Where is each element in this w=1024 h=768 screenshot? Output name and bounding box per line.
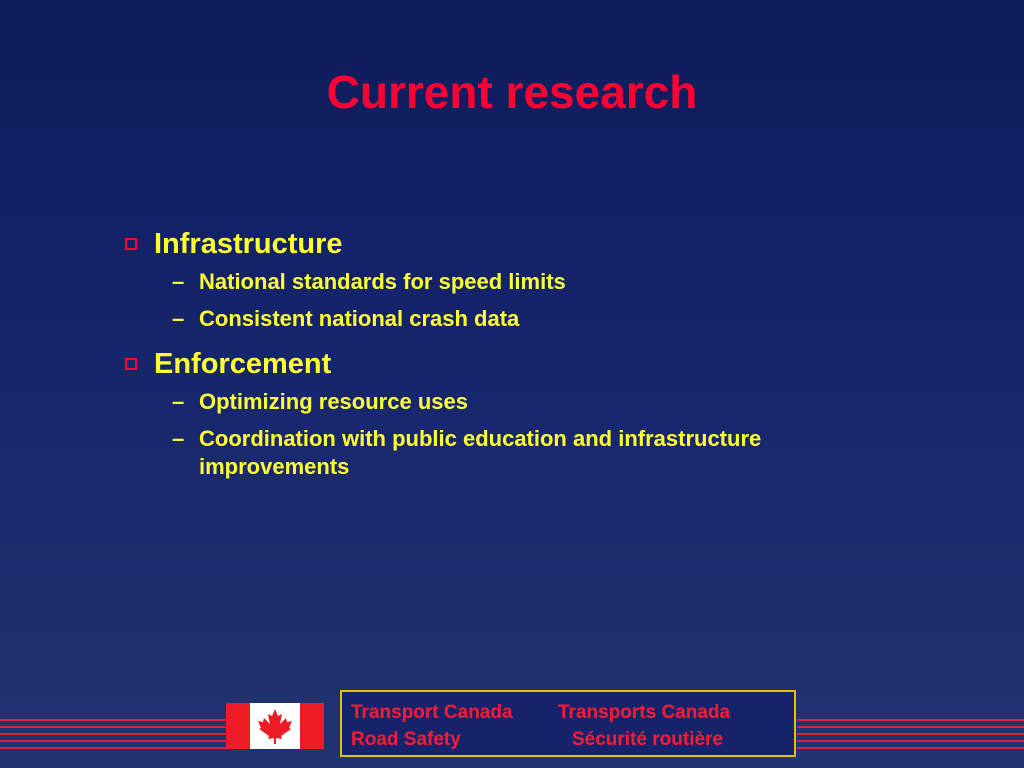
slide-title: Current research [326, 66, 698, 118]
sub-bullet-text: Optimizing resource uses [199, 389, 468, 414]
footer-french-line2: Sécurité routière [572, 729, 723, 750]
sub-bullet-text: Consistent national crash data [199, 306, 520, 331]
sub-bullet [122, 268, 882, 296]
dash-icon: – [172, 389, 185, 414]
canada-flag-icon [226, 703, 324, 749]
sub-bullet [122, 425, 889, 481]
sub-bullet [122, 388, 882, 416]
bullet-list [122, 222, 882, 490]
dash-icon: – [172, 269, 185, 294]
sub-bullet-text: National standards for speed limits [199, 269, 566, 294]
footer-french-line1: Transports Canada [558, 702, 731, 723]
footer-stripes-left [0, 717, 226, 751]
dash-icon: – [172, 426, 185, 451]
hollow-square-bullet-icon [125, 238, 137, 250]
bullet-infrastructure [122, 222, 882, 266]
dash-icon: – [172, 306, 185, 331]
bullet-label: Infrastructure [154, 228, 343, 260]
maple-leaf-icon [256, 707, 294, 745]
bullet-label: Enforcement [154, 348, 332, 380]
bullet-enforcement [122, 342, 882, 386]
sub-bullet [122, 305, 882, 333]
footer-english-line1: Transport Canada [351, 702, 513, 723]
hollow-square-bullet-icon [125, 358, 137, 370]
footer-signature [340, 690, 796, 757]
footer-english-line2: Road Safety [351, 729, 461, 750]
sub-bullet-text: Coordination with public education and infrastructure improvements [199, 426, 762, 479]
footer-stripes-right [797, 717, 1024, 751]
